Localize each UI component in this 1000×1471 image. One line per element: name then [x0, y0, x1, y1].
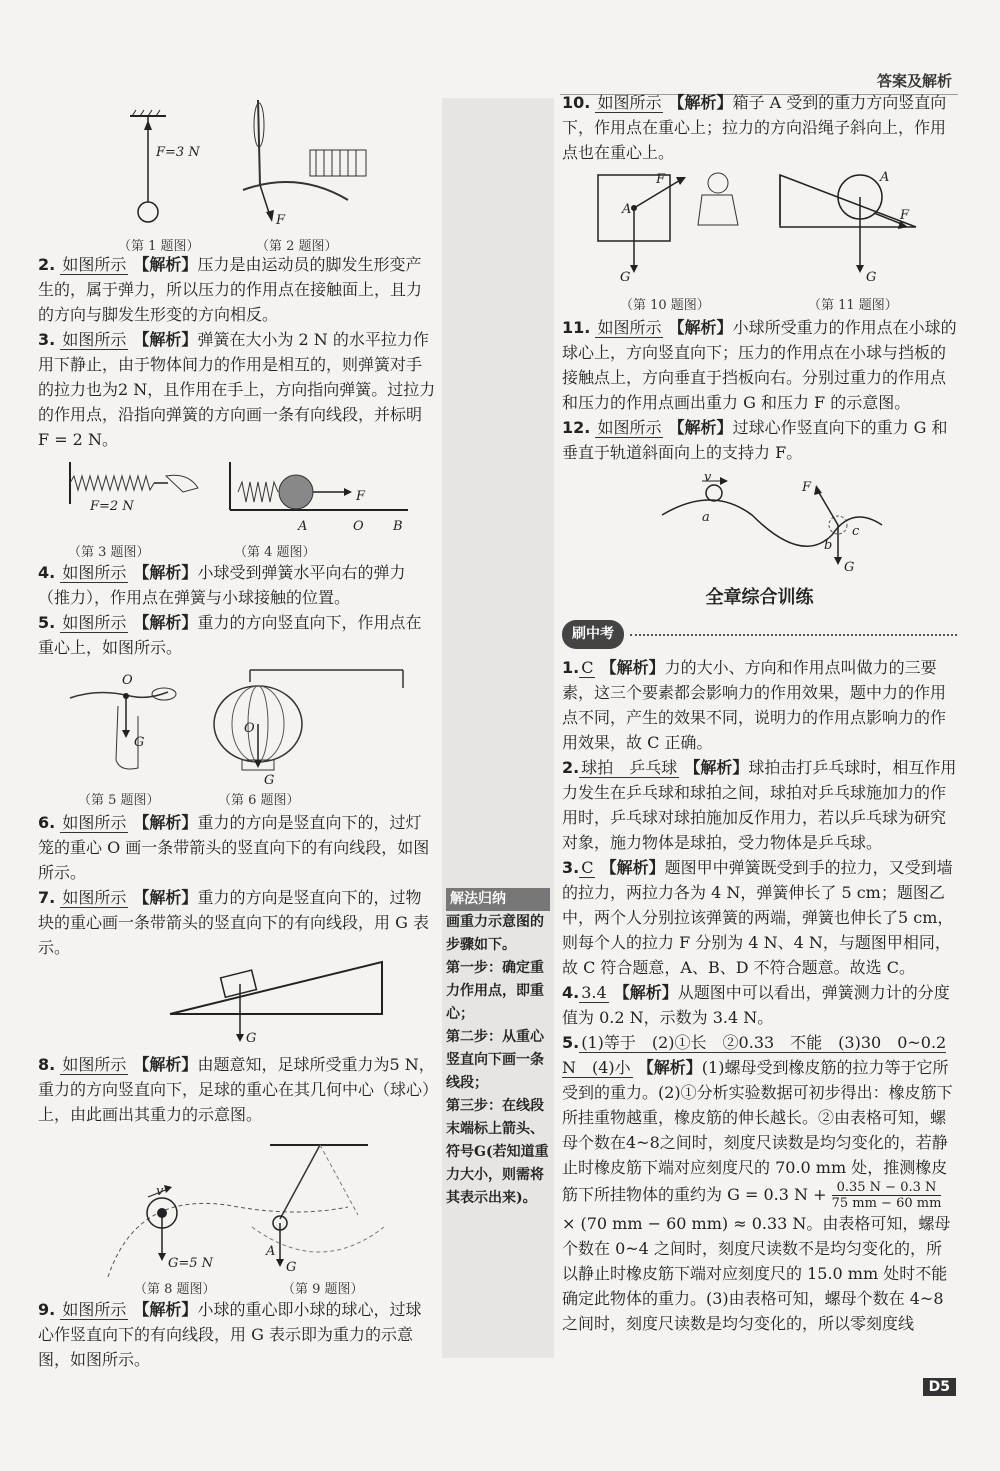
- answer-q6: 6. 如图所示 【解析】重力的方向是竖直向下的，过灯笼的重心 O 画一条带箭头的竖直向下的有向线段，如图所示。: [38, 813, 430, 882]
- answer-q4: 4. 如图所示 【解析】小球受到弹簧水平向右的弹力（推力），作用点在弹簧与小球接触的位置。: [38, 563, 406, 607]
- figure-3-4: [38, 452, 436, 560]
- method-step-2: 第二步：从重心竖直向下画一条线段；: [446, 1029, 544, 1091]
- figure-7-drawing: [38, 960, 436, 1052]
- method-step-1: 第一步：确定重力作用点，即重心；: [446, 960, 544, 1022]
- figure-8-9: [38, 1127, 436, 1297]
- figure-10-11: [562, 165, 957, 315]
- caption-fig9: （第 9 题图）: [282, 1282, 364, 1297]
- figure-5-6: [38, 660, 436, 810]
- fig8-gravity-label: G=5 N: [168, 1256, 214, 1271]
- caption-fig5: （第 5 题图）: [78, 793, 160, 808]
- figure-12-drawing: [562, 465, 957, 577]
- caption-fig3: （第 3 题图）: [68, 545, 150, 560]
- answer-q12: 12. 如图所示 【解析】过球心作竖直向下的重力 G 和垂直于轨道斜面向上的支持力 F。: [562, 418, 948, 462]
- method-summary-strip: [442, 98, 554, 1358]
- fig4-point-o: O: [353, 519, 364, 534]
- fig12-force-f: F: [802, 480, 812, 495]
- caption-fig1: （第 1 题图）: [118, 239, 200, 254]
- fig4-force-label: F: [356, 489, 366, 504]
- gravity-fraction: $\frac{0.35 N - 0.3 N}{75 mm - 60 mm}$: [831, 1180, 942, 1211]
- figure-7: [38, 960, 436, 1052]
- answer-q3: 3. 如图所示 【解析】弹簧在大小为 2 N 的水平拉力作用下静止，由于物体间力的作用是相互的，则弹簧对手的拉力也为2 N，且作用在手上，方向指向弹簧。过拉力的作用点，沿指向弹簧的方向画一条有向线段，并标明 F = 2 N。: [38, 330, 436, 449]
- banner-divider: [630, 634, 957, 636]
- method-summary-title: 解法归纳: [446, 888, 550, 911]
- fig4-point-b: B: [393, 519, 403, 534]
- exam-answer-5: 5. (1)等于 (2)①长 ②0.33 不能 (3)30 0~0.2 N (4)小 【解析】(1)螺母受到橡皮筋的拉力等于它所受到的重力。(2)①分析实验数据可初步得出：橡皮筋下所挂重物越重，橡皮筋的伸长越长。②由表格可知，螺母个数在4~8之间时，刻度尺读数是均匀变化的，若静止时橡皮筋下端对应刻度尺的 70.0 mm 处，推测橡皮筋下所挂物体的重约为 G = 0.3 N + $\frac{0.35 N - 0.3 N}{75 mm - 60 mm}$ × (70 mm − 60 mm) ≈ 0.33 N。由表格可知，螺母个数在 0~4 之间时，刻度尺读数不是均匀变化的，所以静止时橡皮筋下端对应刻度尺的 15.0 mm 处时不能确定此物体的重力。(3)由表格可知，螺母个数在 4~8 之间时，刻度尺读数是均匀变化的，所以零刻度线: [562, 1033, 953, 1333]
- page-number: D5: [923, 1378, 956, 1396]
- exam-answer-1: 1. C 【解析】力的大小、方向和作用点叫做力的三要素，这三个要素都会影响力的作用效果，题中力的作用点不同，产生的效果不同，说明力的作用点影响力的作用效果，故 C 正确。: [562, 658, 947, 752]
- exam-answer-2: 2. 球拍 乒乓球 【解析】球拍击打乒乓球时，相互作用力发生在乒乓球和球拍之间，球拍对乒乓球施加力的作用时，乒乓球对球拍施加反作用力，若以乒乓球为研究对象，施力物体是球拍，受力物体是乒乓球。: [562, 758, 957, 852]
- figure-12: [562, 465, 957, 577]
- answer-q10: 10. 如图所示 【解析】箱子 A 受到的重力方向竖直向下，作用点在重心上；拉力的方向沿绳子斜向上，作用点也在重心上。: [562, 93, 947, 162]
- caption-fig8: （第 8 题图）: [134, 1282, 216, 1297]
- method-step-3: 第三步：在线段末端标上箭头、符号G(若知道重力大小，则需将其表示出来)。: [446, 1098, 549, 1206]
- answer-q8: 8. 如图所示 【解析】由题意知，足球所受重力为5 N，重力的方向竖直向下，足球的重心在其几何中心（球心）上，由此画出其重力的示意图。: [38, 1055, 435, 1124]
- figure-1-2-drawing: [38, 90, 436, 252]
- caption-fig6: （第 6 题图）: [218, 793, 300, 808]
- answer-q2: 2. 如图所示 【解析】压力是由运动员的脚发生形变产生的，属于弹力，所以压力的作用点在接触面上，且力的方向与脚发生形变的方向相反。: [38, 255, 423, 324]
- section-title: 全章综合训练: [705, 587, 814, 608]
- fig9-point-a: A: [266, 1244, 276, 1259]
- fig1-force-label: F=3 N: [156, 145, 200, 160]
- caption-fig2: （第 2 题图）: [256, 239, 338, 254]
- caption-fig11: （第 11 题图）: [808, 298, 898, 313]
- figure-1-2: [38, 90, 436, 252]
- caption-fig10: （第 10 题图）: [620, 298, 710, 313]
- fig10-gravity-g: G: [620, 270, 631, 285]
- fig12-gravity-g: G: [844, 560, 855, 575]
- answer-q7: 7. 如图所示 【解析】重力的方向是竖直向下的，过物块的重心画一条带箭头的竖直向下的有向线段，用 G 表示。: [38, 888, 429, 957]
- exam-practice-banner: [562, 620, 957, 649]
- fig12-point-c: c: [852, 524, 860, 539]
- fig3-force-label: F=2 N: [90, 499, 134, 514]
- fig9-gravity-g: G: [286, 1260, 297, 1275]
- left-column: [38, 90, 436, 1372]
- method-summary-box: [442, 888, 554, 1210]
- answer-q5: 5. 如图所示 【解析】重力的方向竖直向下，作用点在重心上，如图所示。: [38, 613, 422, 657]
- fig10-force-f: F: [656, 172, 666, 187]
- caption-fig4: （第 4 题图）: [234, 545, 316, 560]
- figure-8-9-drawing: [38, 1127, 436, 1297]
- fig10-box-a: A: [622, 202, 632, 217]
- fig5-center-o: O: [122, 673, 133, 688]
- fig7-gravity-g: G: [246, 1031, 257, 1046]
- exam-practice-label: 刷中考: [562, 620, 624, 649]
- fig5-gravity-g: G: [134, 735, 145, 750]
- right-column: [562, 90, 957, 1336]
- answer-q9: 9. 如图所示 【解析】小球的重心即小球的球心，过球心作竖直向下的有向线段，用 G 表示即为重力的示意图，如图所示。: [38, 1300, 422, 1369]
- method-step-intro: 画重力示意图的步骤如下。: [446, 914, 544, 953]
- answer-q11: 11. 如图所示 【解析】小球所受重力的作用点在小球的球心上，方向竖直向下；压力的作用点在小球与挡板的接触点上，方向垂直于挡板向右。分别过重力的作用点和压力的作用点画出重力 G 和压力 F 的示意图。: [562, 318, 957, 412]
- page-header-title: 答案及解析: [876, 72, 952, 90]
- fig12-point-b: b: [824, 538, 833, 553]
- fig2-force-label: F: [276, 213, 286, 228]
- fig4-point-a: A: [298, 519, 308, 534]
- exam-answer-4: 4. 3.4 【解析】从题图中可以看出，弹簧测力计的分度值为 0.2 N，示数为 3.4 N。: [562, 983, 950, 1027]
- fig6-gravity-g: G: [264, 773, 275, 788]
- fig11-gravity-g: G: [866, 270, 877, 285]
- fig11-force-f: F: [900, 208, 910, 223]
- fig12-point-a: a: [702, 510, 710, 525]
- exam-answer-3: 3. C 【解析】题图甲中弹簧既受到手的拉力，又受到墙的拉力，两拉力各为 4 N，弹簧伸长了 5 cm；题图乙中，两个人分别拉该弹簧的两端，弹簧也伸长了5 cm，则每个人的拉力 F 分别为 4 N、4 N，与题图甲相同，故 C 符合题意，A、B、D 不符合题意。故选 C。: [562, 858, 954, 977]
- fig6-center-o: O: [244, 721, 255, 736]
- fig8-velocity-v: v: [156, 1184, 164, 1199]
- fig11-point-a: A: [880, 170, 890, 185]
- fig12-velocity-v: v: [704, 470, 712, 485]
